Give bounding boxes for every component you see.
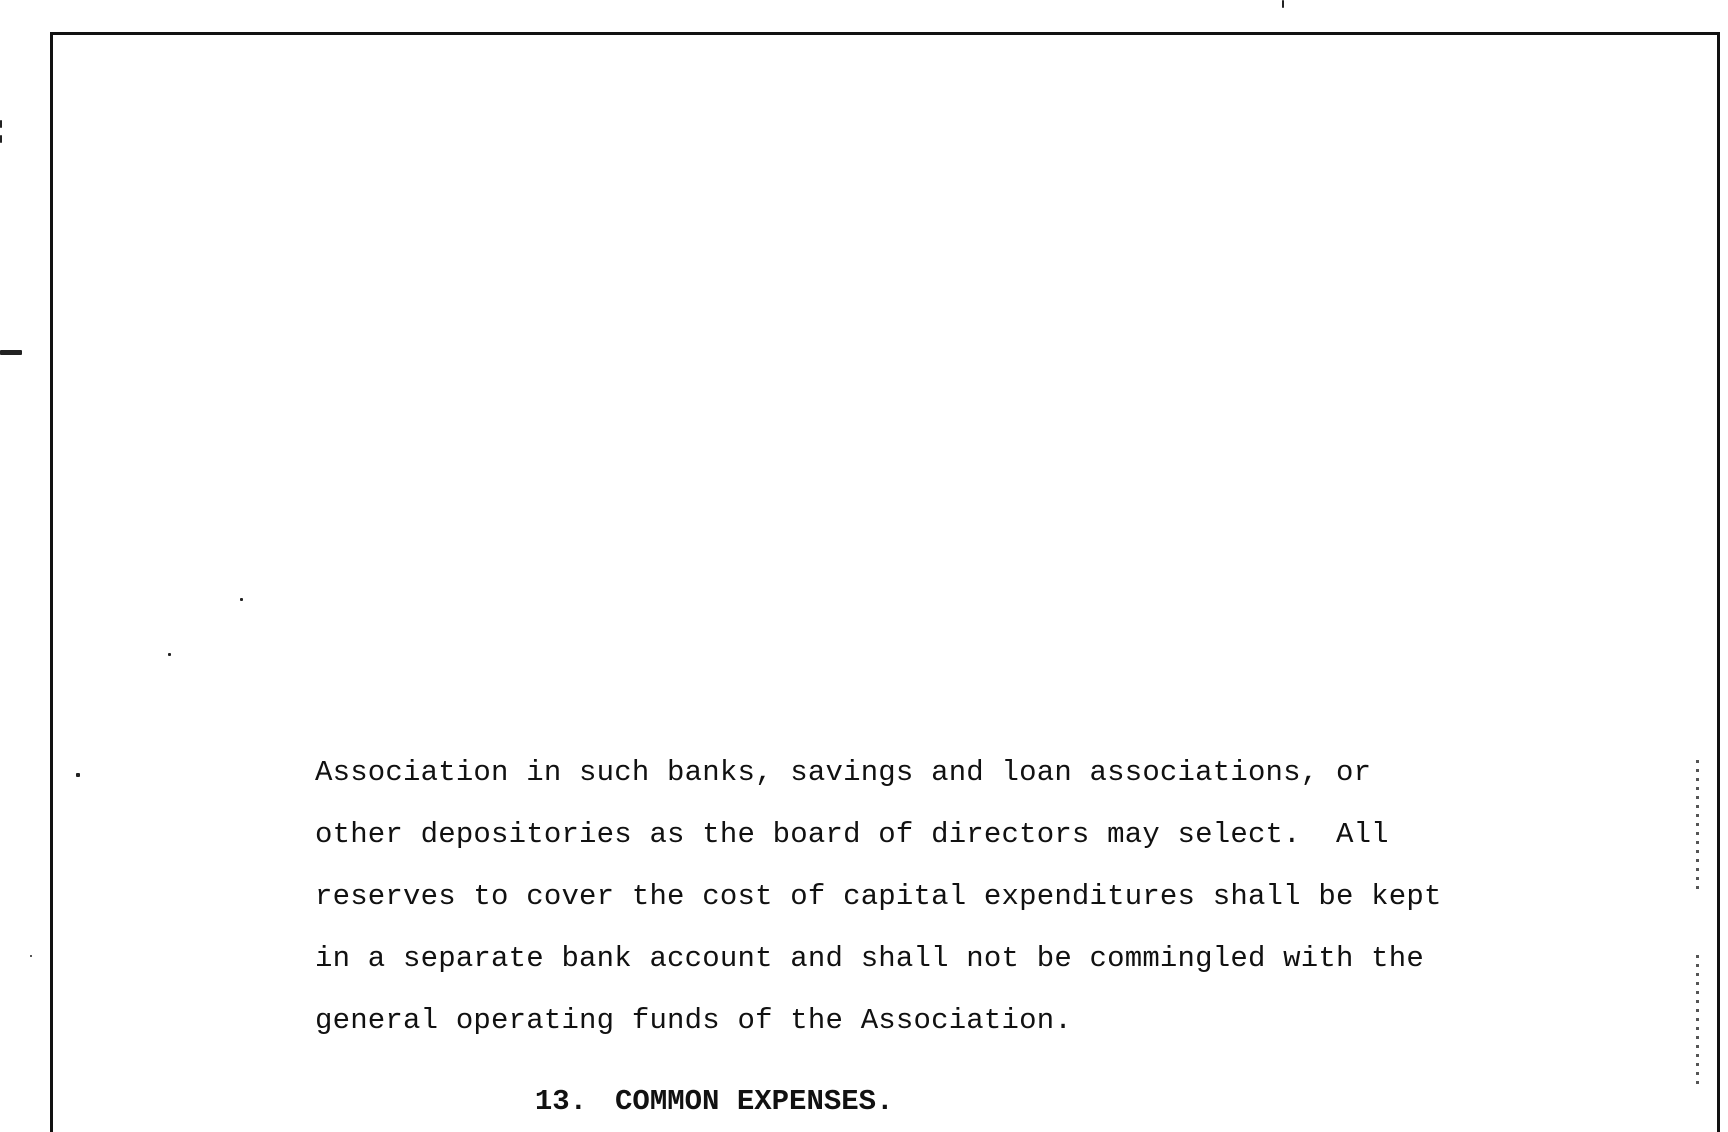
scan-edge-artifact	[1696, 955, 1699, 1085]
scan-speck	[30, 955, 32, 957]
scan-speck	[0, 135, 2, 143]
paragraph-line: reserves to cover the cost of capital expenditures shall be kept	[315, 880, 1442, 913]
scan-mark	[0, 350, 22, 355]
paragraph-body	[315, 742, 1565, 1052]
section-heading	[500, 1052, 893, 1118]
paragraph-line: Association in such banks, savings and loan associations, or	[315, 756, 1372, 789]
paragraph-line: in a separate bank account and shall not be commingled with the	[315, 942, 1424, 975]
paragraph-line: general operating funds of the Association.	[315, 1004, 1072, 1037]
scan-speck	[1282, 0, 1284, 8]
scan-speck	[168, 653, 171, 656]
scan-speck	[240, 598, 243, 601]
section-title: COMMON EXPENSES.	[615, 1085, 894, 1118]
paragraph-line: other depositories as the board of directors may select. All	[315, 818, 1389, 851]
section-number: 13.	[534, 1085, 588, 1118]
scan-edge-artifact	[1696, 760, 1699, 890]
scan-speck	[76, 773, 80, 777]
scan-speck	[0, 120, 2, 128]
